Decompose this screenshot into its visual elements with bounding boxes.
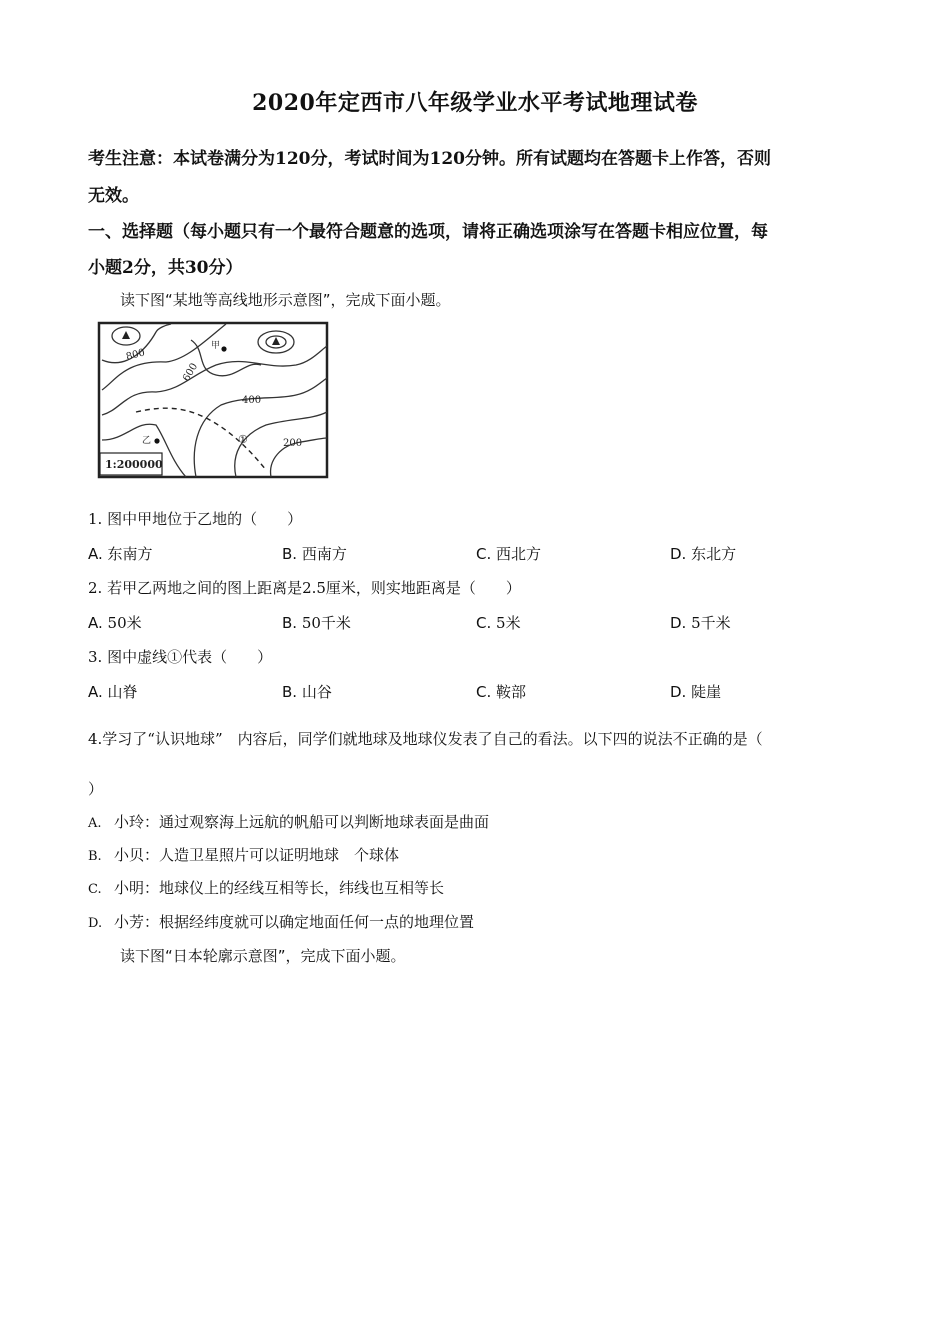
intro-japan-map: 读下图“日本轮廓示意图”，完成下面小题。 (120, 947, 406, 965)
question-4-stem-line-2: ） (88, 780, 104, 798)
label-600: 600 (181, 361, 201, 384)
notice-line-2: 无效。 (88, 186, 139, 206)
question-2-stem: 2. 若甲乙两地之间的图上距离是2.5厘米，则实地距离是（ ） (88, 579, 521, 597)
map-scale: 1:200000 (105, 458, 163, 471)
question-4-stem-line-1: 4.学习了“认识地球” 内容后，同学们就地球及地球仪发表了自己的看法。以下四的说法不正确的是（ (88, 730, 763, 748)
q4-option-c: C. 小明：地球仪上的经线互相等长，纬线也互相等长 (88, 879, 445, 897)
label-400: 400 (242, 395, 262, 406)
q1-option-a: A. 东南方 (88, 545, 153, 563)
section-heading-line-2: 小题2分，共30分） (88, 258, 243, 278)
q1-option-b: B. 西南方 (282, 545, 347, 563)
point-yi (154, 438, 159, 443)
q3-option-c: C. 鞍部 (476, 683, 527, 701)
label-200: 200 (283, 438, 303, 449)
point-jia (221, 346, 226, 351)
q3-option-a: A. 山脊 (88, 683, 138, 701)
label-jia: 甲 (211, 341, 221, 351)
q3-option-d: D. 陡崖 (670, 683, 722, 701)
question-3-stem: 3. 图中虚线①代表（ ） (88, 648, 273, 666)
notice-line-1: 考生注意：本试卷满分为120分，考试时间为120分钟。所有试题均在答题卡上作答，否则 (88, 149, 771, 169)
intro-contour-map: 读下图“某地等高线地形示意图”，完成下面小题。 (120, 291, 451, 309)
q2-option-d: D. 5千米 (670, 614, 731, 632)
contour-map-figure (96, 320, 332, 480)
q1-option-c: C. 西北方 (476, 545, 542, 563)
q1-option-d: D. 东北方 (670, 545, 737, 563)
q4-option-a: A. 小玲：通过观察海上远航的帆船可以判断地球表面是曲面 (88, 813, 490, 831)
q2-option-a: A. 50米 (88, 614, 142, 632)
section-heading-line-1: 一、选择题（每小题只有一个最符合题意的选项，请将正确选项涂写在答题卡相应位置，每 (88, 222, 768, 242)
question-1-stem: 1. 图中甲地位于乙地的（ ） (88, 510, 303, 528)
q4-option-b: B. 小贝：人造卫星照片可以证明地球 个球体 (88, 846, 400, 864)
q4-option-d: D. 小芳：根据经纬度就可以确定地面任何一点的地理位置 (88, 913, 475, 931)
q2-option-c: C. 5米 (476, 614, 521, 632)
label-800: 800 (124, 347, 147, 363)
page-title: 2020年定西市八年级学业水平考试地理试卷 (252, 90, 698, 116)
label-circle-1: ① (238, 433, 248, 446)
label-yi: 乙 (142, 436, 152, 446)
q2-option-b: B. 50千米 (282, 614, 351, 632)
q3-option-b: B. 山谷 (282, 683, 332, 701)
